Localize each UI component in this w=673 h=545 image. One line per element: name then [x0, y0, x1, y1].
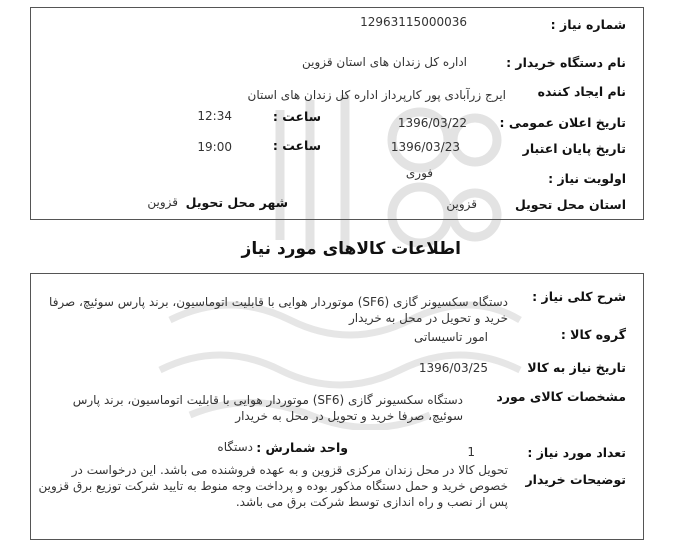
creator-label: نام ایجاد کننده	[537, 84, 626, 99]
general-desc-value: دستگاه سکسیونر گازی (SF6) موتوردار هوایی با قابلیت اتوماسیون، برند پارس سوئیچ، صرفا خرید و تحویل در محل به خریدار	[49, 295, 508, 325]
creator-value: ایرج زرآبادی پور کارپرداز اداره کل زندان های استان	[247, 88, 506, 102]
deadline-date-value: 1396/03/23	[390, 140, 460, 154]
deadline-time-value: 19:00	[197, 140, 232, 154]
buyer-notes-label: توضیحات خریدار	[525, 472, 626, 487]
buyer-org-value: اداره کل زندان های استان قزوین	[301, 55, 467, 69]
buyer-notes-value: تحویل کالا در محل زندان مرکزی قزوین و به عهده فروشنده می باشد. این درخواست در خصوص خرید و حمل دستگاه مذکور بوده و پرداخت وجه منوط به تایید شرکت توزیع برق قزوین پس از نصب و راه اندازی توسط شرکت برق می باشد.	[38, 463, 508, 509]
unit-label: واحد شمارش :	[256, 440, 348, 455]
delivery-province-label: استان محل تحویل	[514, 197, 626, 212]
delivery-city-value: قزوین	[147, 195, 178, 209]
unit-value: دستگاه	[217, 440, 253, 454]
priority-label: اولویت نیاز :	[548, 171, 626, 186]
announce-date-label: تاریخ اعلان عمومی :	[499, 115, 626, 130]
need-summary-box	[30, 7, 644, 220]
general-desc-label: شرح کلی نیاز :	[532, 289, 626, 304]
buyer-org-label: نام دستگاه خریدار :	[506, 55, 626, 70]
announce-date-value: 1396/03/22	[397, 116, 467, 130]
quantity-label: تعداد مورد نیاز :	[527, 445, 626, 460]
goods-spec-label: مشخصات کالای مورد	[496, 389, 626, 404]
announce-time-value: 12:34	[197, 109, 232, 123]
goods-group-label: گروه کالا :	[560, 327, 626, 342]
announce-time-label: ساعت :	[272, 109, 321, 124]
need-number-label: شماره نیاز :	[550, 17, 626, 32]
section-title: اطلاعات کالاهای مورد نیاز	[241, 239, 461, 259]
quantity-value: 1	[467, 445, 475, 459]
goods-spec-value: دستگاه سکسیونر گازی (SF6) موتوردار هوایی با قابلیت اتوماسیون، برند پارس سوئیچ، صرفا خرید و تحویل در محل به خریدار	[72, 393, 463, 423]
goods-need-date-value: 1396/03/25	[418, 361, 488, 375]
need-number-value: 12963115000036	[360, 15, 467, 29]
goods-group-value: امور تاسیساتی	[414, 330, 488, 344]
delivery-city-label: شهر محل تحویل	[185, 195, 288, 210]
deadline-date-label: تاریخ پایان اعتبار	[522, 141, 626, 156]
priority-value: فوری	[405, 166, 433, 180]
deadline-time-label: ساعت :	[272, 138, 321, 153]
goods-need-date-label: تاریخ نیاز به کالا	[527, 360, 626, 375]
delivery-province-value: قزوین	[446, 197, 477, 211]
